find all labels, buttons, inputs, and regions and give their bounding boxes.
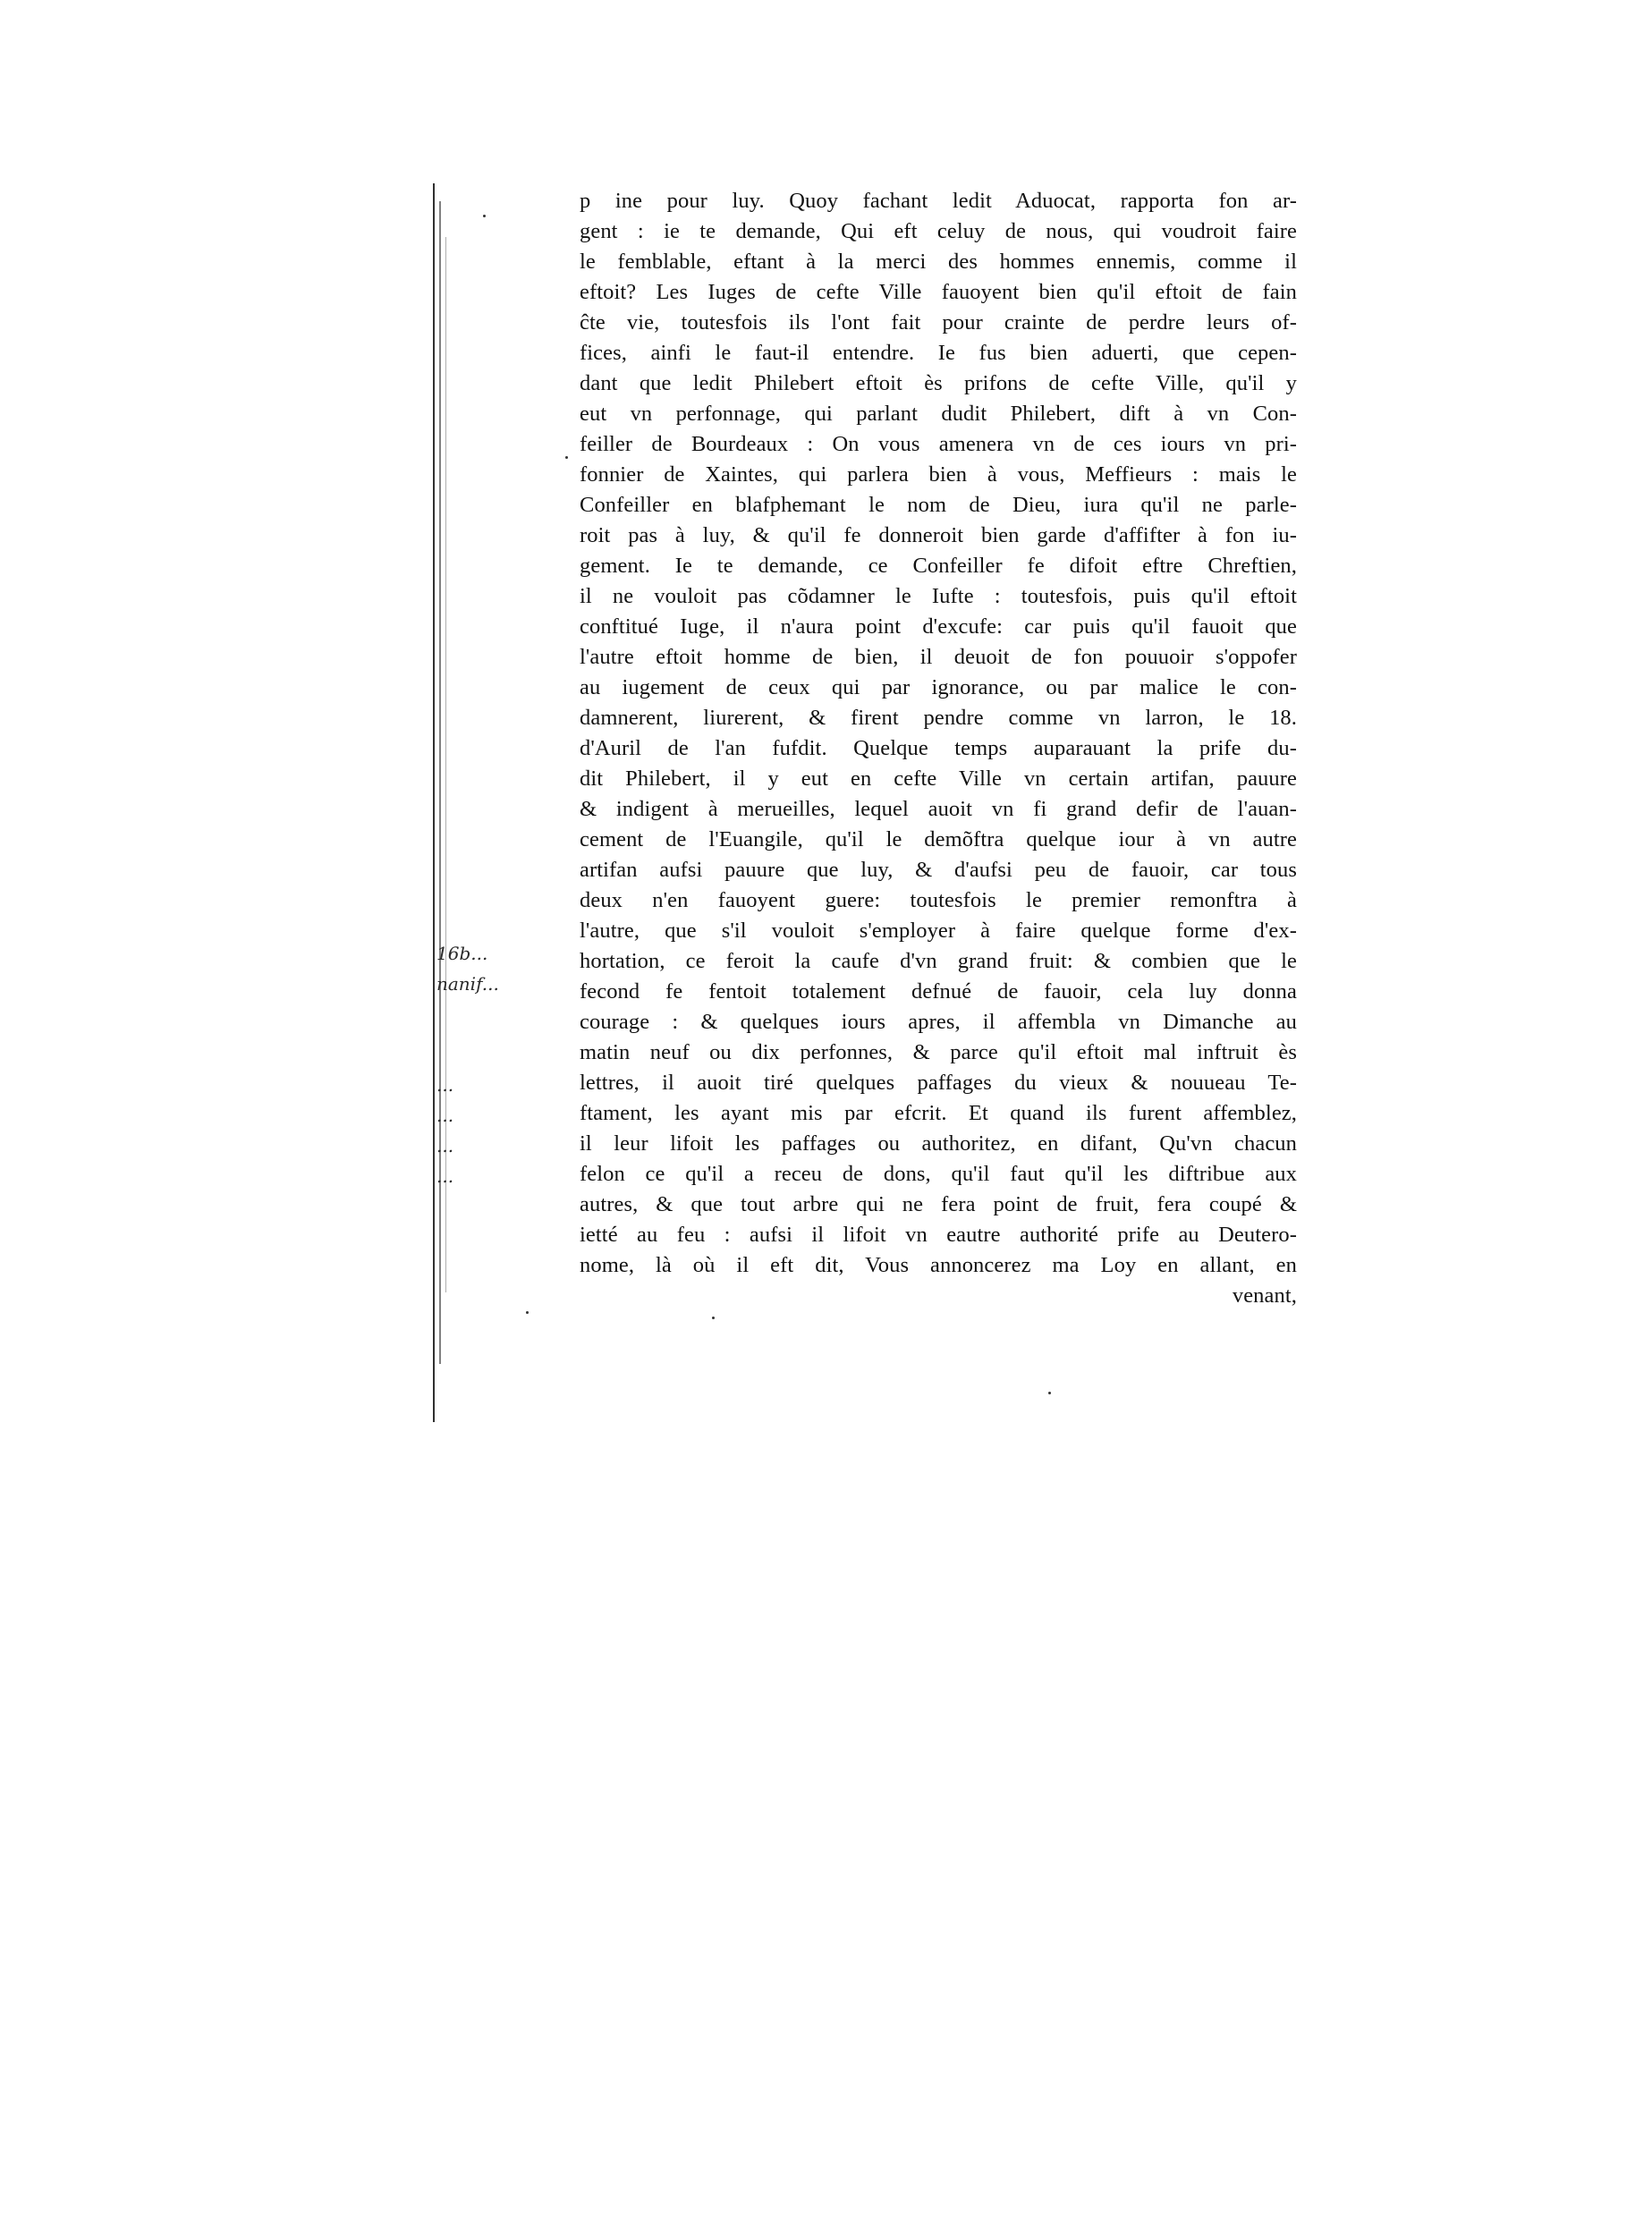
text-line: dant que ledit Philebert eftoit ès prifons de cefte Ville, qu'il y bbox=[580, 371, 1297, 395]
margin-note: ... bbox=[436, 1074, 454, 1096]
text-line: eftoit? Les Iuges de cefte Ville fauoyent bien qu'il eftoit de fain bbox=[580, 280, 1297, 304]
text-line: dit Philebert, il y eut en cefte Ville vn certain artifan, pauure bbox=[580, 767, 1297, 791]
text-line: le femblable, eftant à la merci des hommes ennemis, comme il bbox=[580, 250, 1297, 274]
text-line: gent : ie te demande, Qui eft celuy de nous, qui voudroit faire bbox=[580, 219, 1297, 243]
text-line: p ine pour luy. Quoy fachant ledit Aduocat, rapporta fon ar- bbox=[580, 189, 1297, 213]
text-line: conftitué Iuge, il n'aura point d'excufe: car puis qu'il fauoit que bbox=[580, 614, 1297, 639]
text-line: damnerent, liurerent, & firent pendre comme vn larron, le 18. bbox=[580, 706, 1297, 730]
text-line: ĉte vie, toutesfois ils l'ont fait pour crainte de perdre leurs of- bbox=[580, 310, 1297, 335]
text-line: d'Auril de l'an fufdit. Quelque temps auparauant la prife du- bbox=[580, 736, 1297, 760]
ink-speck bbox=[1048, 1392, 1051, 1394]
ink-speck bbox=[483, 215, 486, 217]
text-line: l'autre eftoit homme de bien, il deuoit de fon pouuoir s'oppofer bbox=[580, 645, 1297, 669]
text-line: roit pas à luy, & qu'il fe donneroit bien garde d'affifter à fon iu- bbox=[580, 523, 1297, 547]
ink-speck bbox=[565, 456, 568, 459]
text-line: deux n'en fauoyent guere: toutesfois le premier remonftra à bbox=[580, 888, 1297, 912]
text-line: fecond fe fentoit totalement defnué de fauoir, cela luy donna bbox=[580, 979, 1297, 1004]
gutter-rule bbox=[433, 183, 435, 1422]
text-line: fices, ainfi le faut-il entendre. Ie fus bien aduerti, que cepen- bbox=[580, 341, 1297, 365]
ink-speck bbox=[712, 1317, 715, 1319]
text-line: il ne vouloit pas cõdamner le Iufte : toutesfois, puis qu'il eftoit bbox=[580, 584, 1297, 608]
text-line: felon ce qu'il a receu de dons, qu'il faut qu'il les diftribue aux bbox=[580, 1162, 1297, 1186]
text-line: hortation, ce feroit la caufe d'vn grand fruit: & combien que le bbox=[580, 949, 1297, 973]
text-line: au iugement de ceux qui par ignorance, ou par malice le con- bbox=[580, 675, 1297, 699]
text-line: gement. Ie te demande, ce Confeiller fe difoit eftre Chreftien, bbox=[580, 554, 1297, 578]
text-line: courage : & quelques iours apres, il affembla vn Dimanche au bbox=[580, 1010, 1297, 1034]
text-line: lettres, il auoit tiré quelques paffages du vieux & nouueau Te- bbox=[580, 1071, 1297, 1095]
text-line: fonnier de Xaintes, qui parlera bien à vous, Meffieurs : mais le bbox=[580, 462, 1297, 487]
margin-note: 16b... bbox=[436, 943, 488, 964]
margin-note: ... bbox=[436, 1105, 454, 1126]
text-line: Confeiller en blafphemant le nom de Dieu, iura qu'il ne parle- bbox=[580, 493, 1297, 517]
ink-speck bbox=[526, 1311, 529, 1314]
text-line: ftament, les ayant mis par efcrit. Et quand ils furent affemblez, bbox=[580, 1101, 1297, 1125]
text-line: il leur lifoit les paffages ou authoritez, en difant, Qu'vn chacun bbox=[580, 1131, 1297, 1156]
margin-note: ... bbox=[436, 1165, 454, 1187]
margin-note: nanif... bbox=[436, 973, 499, 995]
text-line: eut vn perfonnage, qui parlant dudit Philebert, dift à vn Con- bbox=[580, 402, 1297, 426]
text-line: ietté au feu : aufsi il lifoit vn eautre authorité prife au Deutero- bbox=[580, 1223, 1297, 1247]
text-line: feiller de Bourdeaux : On vous amenera vn de ces iours vn pri- bbox=[580, 432, 1297, 456]
gutter-rule bbox=[439, 201, 441, 1364]
text-line: matin neuf ou dix perfonnes, & parce qu'il eftoit mal inftruit ès bbox=[580, 1040, 1297, 1064]
binding-gutter bbox=[431, 183, 453, 1422]
text-line: & indigent à merueilles, lequel auoit vn fi grand defir de l'auan- bbox=[580, 797, 1297, 821]
text-line: l'autre, que s'il vouloit s'employer à faire quelque forme d'ex- bbox=[580, 919, 1297, 943]
catchword: venant, bbox=[1232, 1283, 1297, 1308]
text-line: nome, là où il eft dit, Vous annoncerez ma Loy en allant, en bbox=[580, 1253, 1297, 1277]
body-text bbox=[580, 186, 1297, 1367]
text-line: cement de l'Euangile, qu'il le demõftra quelque iour à vn autre bbox=[580, 827, 1297, 851]
text-line: autres, & que tout arbre qui ne fera point de fruit, fera coupé & bbox=[580, 1192, 1297, 1216]
text-line: artifan aufsi pauure que luy, & d'aufsi peu de fauoir, car tous bbox=[580, 858, 1297, 882]
margin-note: ... bbox=[436, 1135, 454, 1156]
